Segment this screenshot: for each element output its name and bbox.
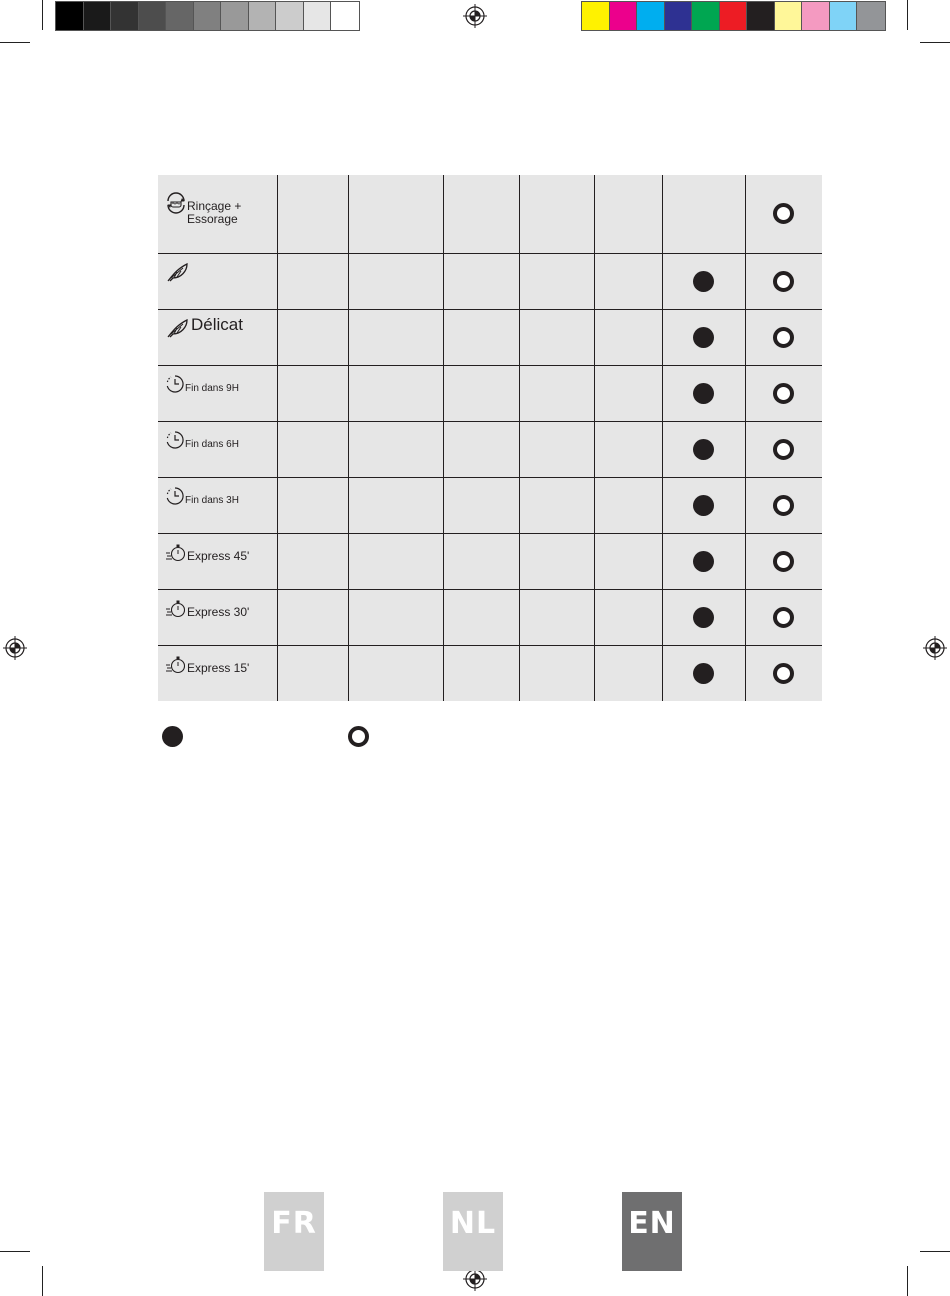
option-cell <box>594 533 662 589</box>
filled-dot-marker <box>693 551 714 572</box>
color-swatch <box>857 2 885 30</box>
option-cell <box>745 365 822 421</box>
color-calibration-bar <box>581 1 886 31</box>
program-options-table <box>158 175 822 701</box>
option-cell <box>348 589 443 645</box>
feather-icon <box>165 317 191 344</box>
option-cell <box>745 533 822 589</box>
color-swatch <box>665 2 693 30</box>
option-cell <box>443 477 519 533</box>
option-cell <box>745 589 822 645</box>
program-label-line: Délicat <box>191 314 243 334</box>
program-label-line: Essorage <box>187 211 238 226</box>
color-swatch <box>56 2 84 30</box>
color-swatch <box>304 2 332 30</box>
filled-dot-marker <box>693 383 714 404</box>
feather-icon <box>165 261 191 288</box>
table-row <box>158 421 822 477</box>
option-cell <box>348 533 443 589</box>
table-row <box>158 175 822 253</box>
stopwatch-icon <box>165 653 187 680</box>
color-swatch <box>747 2 775 30</box>
color-swatch <box>84 2 112 30</box>
open-dot-marker <box>773 551 794 572</box>
option-cell <box>662 589 745 645</box>
option-cell <box>348 645 443 701</box>
option-cell <box>519 175 594 253</box>
color-swatch <box>249 2 277 30</box>
table-row <box>158 645 822 701</box>
option-cell <box>662 533 745 589</box>
option-cell <box>662 421 745 477</box>
crop-mark <box>920 42 950 43</box>
program-label <box>187 200 241 226</box>
stopwatch-icon <box>165 597 187 624</box>
program-label <box>185 438 239 451</box>
crop-mark <box>0 42 30 43</box>
option-cell <box>277 589 348 645</box>
option-cell <box>443 175 519 253</box>
program-label-cell <box>158 533 277 589</box>
table-row <box>158 477 822 533</box>
option-cell <box>662 253 745 309</box>
color-swatch <box>582 2 610 30</box>
program-label <box>187 606 249 619</box>
color-swatch <box>331 2 359 30</box>
option-cell <box>594 309 662 365</box>
rinse-spin-icon <box>165 192 187 219</box>
program-label-cell <box>158 589 277 645</box>
color-swatch <box>276 2 304 30</box>
color-swatch <box>610 2 638 30</box>
program-label-cell <box>158 645 277 701</box>
open-dot-marker <box>773 607 794 628</box>
program-label-line: Express 45' <box>187 548 250 563</box>
option-cell <box>594 175 662 253</box>
option-cell <box>519 645 594 701</box>
table-row <box>158 365 822 421</box>
table-row <box>158 533 822 589</box>
open-dot-marker <box>773 203 794 224</box>
option-cell <box>277 309 348 365</box>
legend-open <box>348 726 369 747</box>
timer-icon <box>165 430 185 455</box>
option-cell <box>277 533 348 589</box>
option-cell <box>277 365 348 421</box>
legend-filled-dot <box>162 726 183 747</box>
option-cell <box>594 421 662 477</box>
color-swatch <box>637 2 665 30</box>
option-cell <box>277 645 348 701</box>
legend-filled <box>162 726 183 747</box>
option-cell <box>519 533 594 589</box>
table-row <box>158 589 822 645</box>
option-cell <box>594 253 662 309</box>
open-dot-marker <box>773 439 794 460</box>
crop-mark <box>920 1251 950 1252</box>
option-cell <box>662 365 745 421</box>
option-cell <box>443 533 519 589</box>
option-cell <box>745 175 822 253</box>
program-label <box>191 314 243 334</box>
crop-mark <box>907 1266 908 1296</box>
option-cell <box>443 365 519 421</box>
language-tab-en[interactable]: EN <box>622 1192 682 1271</box>
color-swatch <box>111 2 139 30</box>
color-swatch <box>221 2 249 30</box>
open-dot-marker <box>773 383 794 404</box>
open-dot-marker <box>773 327 794 348</box>
stopwatch-icon <box>165 541 187 568</box>
option-cell <box>519 309 594 365</box>
option-cell <box>519 589 594 645</box>
language-tab-nl[interactable]: NL <box>443 1192 503 1271</box>
grayscale-calibration-bar <box>55 1 360 31</box>
color-swatch <box>830 2 858 30</box>
option-cell <box>443 253 519 309</box>
registration-mark-icon <box>3 636 27 660</box>
table-row <box>158 309 822 365</box>
legend-open-dot <box>348 726 369 747</box>
option-cell <box>277 175 348 253</box>
crop-mark <box>907 0 908 30</box>
filled-dot-marker <box>693 439 714 460</box>
program-label-line: Rinçage + <box>187 198 242 213</box>
filled-dot-marker <box>693 607 714 628</box>
program-label <box>185 494 239 507</box>
option-cell <box>277 477 348 533</box>
open-dot-marker <box>773 271 794 292</box>
timer-icon <box>165 374 185 399</box>
registration-mark-icon <box>923 636 947 660</box>
program-label-cell <box>158 421 277 477</box>
option-cell <box>662 175 745 253</box>
color-swatch <box>166 2 194 30</box>
filled-dot-marker <box>693 271 714 292</box>
option-cell <box>519 477 594 533</box>
program-label-cell <box>158 365 277 421</box>
open-dot-marker <box>773 663 794 684</box>
option-cell <box>745 309 822 365</box>
crop-mark <box>42 1266 43 1296</box>
option-cell <box>519 253 594 309</box>
option-cell <box>745 253 822 309</box>
color-swatch <box>775 2 803 30</box>
option-cell <box>662 477 745 533</box>
option-cell <box>662 309 745 365</box>
option-cell <box>594 365 662 421</box>
option-cell <box>277 253 348 309</box>
program-label-line: Express 15' <box>187 660 250 675</box>
registration-mark-icon <box>463 4 487 28</box>
program-label-cell <box>158 253 277 309</box>
program-label-line: Fin dans 6H <box>185 438 239 450</box>
crop-mark <box>0 1251 30 1252</box>
language-tab-fr[interactable]: FR <box>264 1192 324 1271</box>
option-cell <box>594 589 662 645</box>
open-dot-marker <box>773 495 794 516</box>
program-label-cell <box>158 477 277 533</box>
option-cell <box>348 253 443 309</box>
option-cell <box>348 477 443 533</box>
program-label <box>187 662 249 675</box>
option-cell <box>519 365 594 421</box>
timer-icon <box>165 486 185 511</box>
option-cell <box>745 477 822 533</box>
program-label <box>185 382 239 395</box>
option-cell <box>594 645 662 701</box>
filled-dot-marker <box>693 663 714 684</box>
option-cell <box>277 421 348 477</box>
option-cell <box>443 645 519 701</box>
color-swatch <box>139 2 167 30</box>
color-swatch <box>692 2 720 30</box>
table-row <box>158 253 822 309</box>
option-cell <box>519 421 594 477</box>
option-cell <box>745 645 822 701</box>
option-cell <box>348 309 443 365</box>
option-cell <box>745 421 822 477</box>
option-cell <box>443 589 519 645</box>
program-label-line: Express 30' <box>187 604 250 619</box>
option-cell <box>443 309 519 365</box>
crop-mark <box>42 0 43 30</box>
filled-dot-marker <box>693 327 714 348</box>
option-cell <box>443 421 519 477</box>
option-cell <box>662 645 745 701</box>
program-label-cell <box>158 175 277 253</box>
program-label-line: Fin dans 3H <box>185 494 239 506</box>
option-cell <box>594 477 662 533</box>
program-label-line: Fin dans 9H <box>185 382 239 394</box>
option-cell <box>348 175 443 253</box>
option-cell <box>348 365 443 421</box>
color-swatch <box>802 2 830 30</box>
program-label <box>187 550 249 563</box>
program-label-cell <box>158 309 277 365</box>
option-cell <box>348 421 443 477</box>
color-swatch <box>194 2 222 30</box>
color-swatch <box>720 2 748 30</box>
filled-dot-marker <box>693 495 714 516</box>
